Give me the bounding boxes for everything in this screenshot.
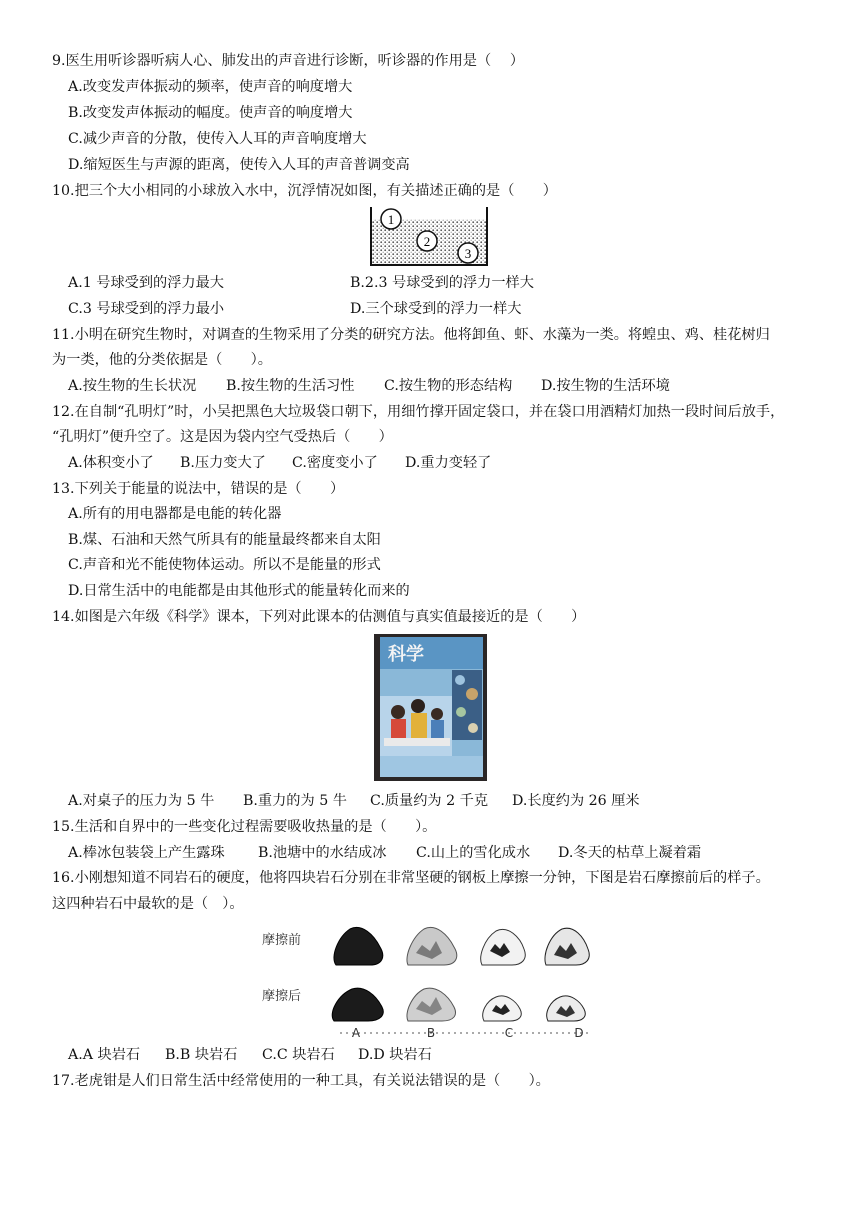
question-10-stem: 10.把三个大小相同的小球放入水中，沉浮情况如图，有关描述正确的是（ ） (52, 183, 557, 199)
rock-letter-a: A (351, 1026, 361, 1040)
question-12-option-c: C.密度变小了 (292, 455, 378, 471)
question-16-option-c: C.C 块岩石 (262, 1047, 335, 1063)
question-14-option-d: D.长度约为 26 厘米 (512, 793, 640, 809)
question-15-option-b: B.池塘中的水结成冰 (258, 845, 387, 861)
side-picture-3 (456, 707, 466, 717)
question-14-option-b: B.重力的为 5 牛 (243, 793, 347, 809)
child-2-head (411, 699, 425, 713)
question-10-option-d: D.三个球受到的浮力一样大 (350, 301, 522, 317)
question-13-stem: 13.下列关于能量的说法中，错误的是（ ） (52, 481, 345, 497)
question-10-option-a: A.1 号球受到的浮力最大 (68, 275, 224, 291)
question-10-option-c: C.3 号球受到的浮力最小 (68, 301, 225, 317)
child-3-body (431, 720, 444, 740)
rock-b-after (407, 988, 456, 1021)
rock-hardness-figure (258, 917, 598, 1041)
question-14-option-a: A.对桌子的压力为 5 牛 (68, 793, 215, 809)
question-13-option-a: A.所有的用电器都是电能的转化器 (68, 506, 282, 522)
book-title: 科学 (388, 644, 424, 665)
question-16-option-b: B.B 块岩石 (165, 1047, 238, 1063)
question-12-stem-line-1: 12.在自制“孔明灯”时，小吴把黑色大垃圾袋口朝下，用细竹撑开固定袋口，并在袋口用酒精灯加热一段时间后放手， (52, 404, 785, 420)
rock-a-after (332, 988, 383, 1021)
question-13-option-d: D.日常生活中的电能都是由其他形式的能量转化而来的 (68, 583, 410, 599)
rock-d-after (547, 996, 586, 1021)
question-11-option-b: B.按生物的生活习性 (226, 378, 355, 394)
child-1-head (391, 705, 405, 719)
child-1-body (391, 719, 406, 741)
rock-d-before (545, 928, 589, 965)
child-3-head (431, 708, 443, 720)
question-13-option-b: B.煤、石油和天然气所具有的能量最终都来自太阳 (68, 532, 381, 548)
question-15-stem: 15.生活和自界中的一些变化过程需要吸收热量的是（ ）。 (52, 819, 437, 835)
rock-letter-c: C (504, 1026, 514, 1040)
question-10-option-b: B.2.3 号球受到的浮力一样大 (350, 275, 534, 291)
ball-1-label: 1 (387, 212, 395, 227)
question-9-option-a: A.改变发声体振动的频率，使声音的响度增大 (68, 79, 353, 95)
question-15-option-d: D.冬天的枯草上凝着霜 (558, 845, 702, 861)
question-15-option-c: C.山上的雪化成水 (416, 845, 531, 861)
child-2-body (411, 713, 427, 739)
question-16-option-a: A.A 块岩石 (68, 1047, 141, 1063)
question-16-stem-line-1: 16.小刚想知道不同岩石的硬度，他将四块岩石分别在非常坚硬的钢板上摩擦一分钟，下图是岩石摩擦前后的样子。 (52, 870, 770, 886)
question-11-stem-line-2: 为一类，他的分类依据是（ ）。 (52, 352, 272, 368)
ball-3-label: 3 (464, 246, 472, 261)
question-14-stem: 14.如图是六年级《科学》课本，下列对此课本的估测值与真实值最接近的是（ ） (52, 609, 586, 625)
rock-letter-b: B (426, 1026, 436, 1040)
question-14-option-c: C.质量约为 2 千克 (370, 793, 489, 809)
question-13-option-c: C.声音和光不能使物体运动。所以不是能量的形式 (68, 557, 381, 573)
question-12-option-d: D.重力变轻了 (405, 455, 492, 471)
question-11-option-d: D.按生物的生活环境 (541, 378, 670, 394)
question-15-option-a: A.棒冰包装袋上产生露珠 (68, 845, 225, 861)
table-in-scene (384, 738, 450, 746)
question-12-option-b: B.压力变大了 (180, 455, 266, 471)
question-9-option-b: B.改变发声体振动的幅度。使声音的响度增大 (68, 105, 353, 121)
row-label-before: 摩擦前 (262, 933, 302, 948)
book-footer (380, 756, 483, 777)
question-16-option-d: D.D 块岩石 (358, 1047, 432, 1063)
rock-a-before (334, 927, 383, 965)
question-12-stem-line-2: “孔明灯”便升空了。这是因为袋内空气受热后（ ） (52, 429, 393, 445)
ball-2-label: 2 (423, 234, 431, 249)
question-9-stem: 9.医生用听诊器听病人心、肺发出的声音进行诊断，听诊器的作用是（ ） (52, 53, 525, 69)
question-16-stem-line-2: 这四种岩石中最软的是（ ）。 (52, 896, 244, 912)
question-17-stem: 17.老虎钳是人们日常生活中经常使用的一种工具，有关说法错误的是（ ）。 (52, 1073, 550, 1089)
side-picture-4 (468, 723, 478, 733)
question-9-option-c: C.减少声音的分散，使传入人耳的声音响度增大 (68, 131, 367, 147)
question-11-option-c: C.按生物的形态结构 (384, 378, 513, 394)
question-11-stem-line-1: 11.小明在研究生物时，对调查的生物采用了分类的研究方法。他将卸鱼、虾、水藻为一类。将蝗虫、鸡、桂花树归 (52, 327, 770, 343)
question-11-option-a: A.按生物的生长状况 (68, 378, 197, 394)
row-label-after: 摩擦后 (262, 989, 302, 1004)
floating-balls-figure (368, 205, 492, 267)
question-9-option-d: D.缩短医生与声源的距离，使传入人耳的声音普调变高 (68, 157, 410, 173)
science-textbook-photo (374, 634, 487, 781)
rock-b-before (407, 927, 457, 965)
question-12-option-a: A.体积变小了 (68, 455, 154, 471)
side-picture-2 (466, 688, 478, 700)
rock-letter-d: D (574, 1026, 584, 1040)
side-picture-1 (455, 675, 465, 685)
